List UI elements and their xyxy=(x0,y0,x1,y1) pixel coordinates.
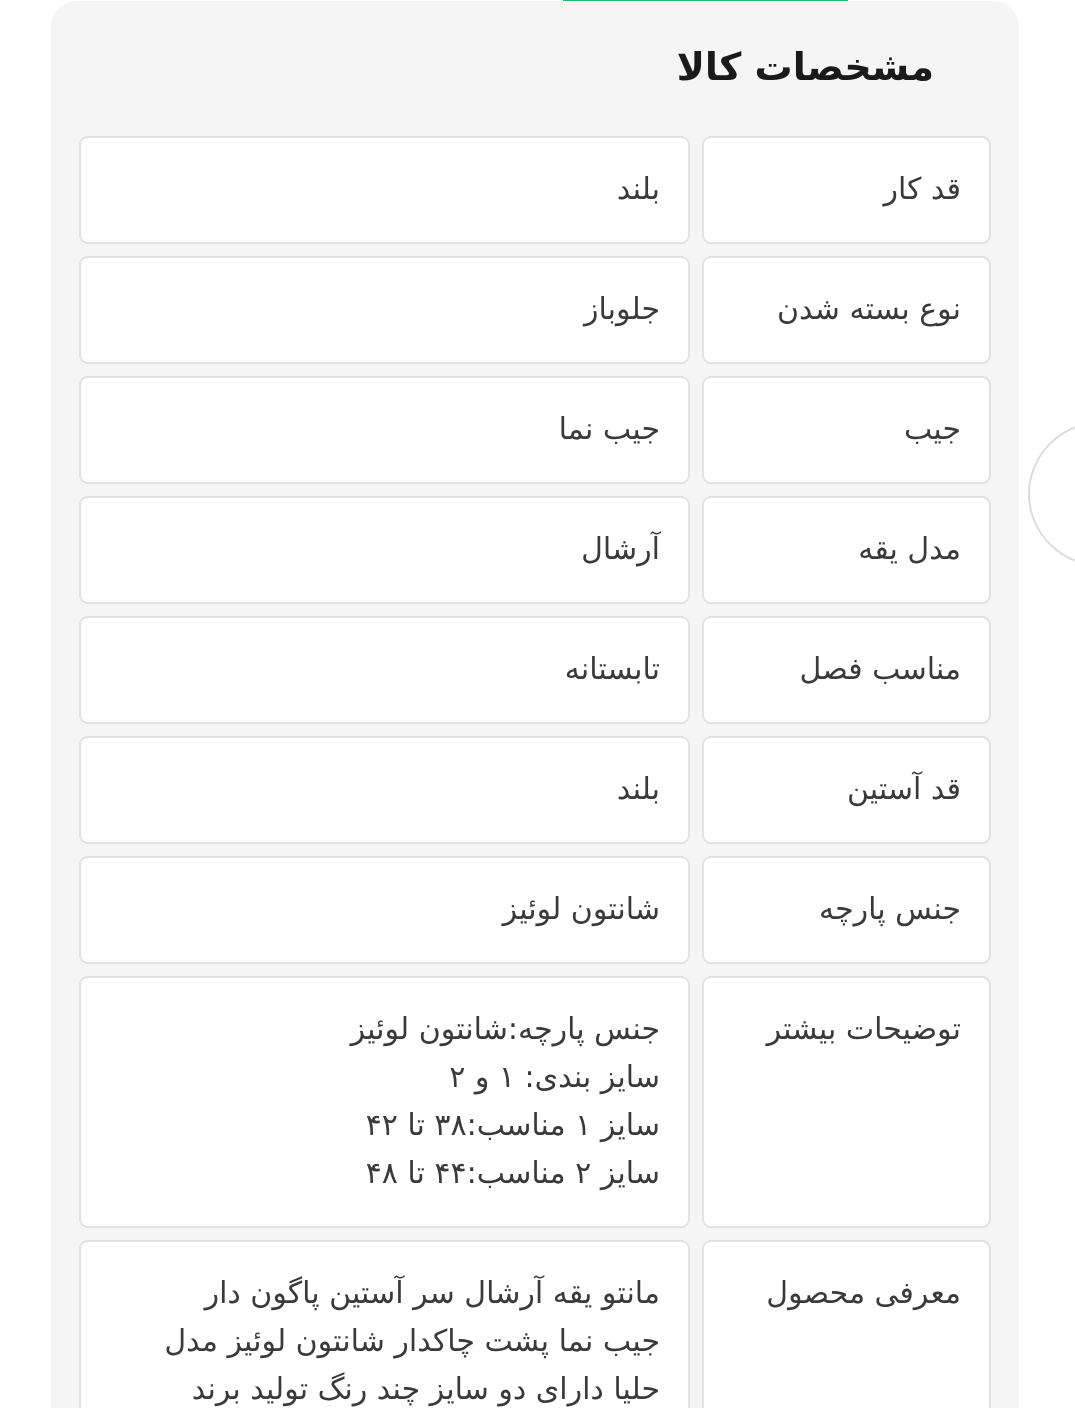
spec-row-closure-type xyxy=(79,256,991,364)
spec-label: مناسب فصل xyxy=(702,616,991,724)
spec-label: معرفی محصول xyxy=(702,1240,991,1408)
spec-value: شانتون لوئیز xyxy=(79,856,690,964)
spec-value: آرشال xyxy=(79,496,690,604)
spec-value: بلند xyxy=(79,736,690,844)
spec-value: جیب نما xyxy=(79,376,690,484)
spec-value: تابستانه xyxy=(79,616,690,724)
spec-row-fabric xyxy=(79,856,991,964)
spec-label: نوع بسته شدن xyxy=(702,256,991,364)
spec-value: جلوباز xyxy=(79,256,690,364)
spec-row-sleeve-length xyxy=(79,736,991,844)
spec-label: جنس پارچه xyxy=(702,856,991,964)
section-title: مشخصات کالا xyxy=(676,45,934,89)
spec-label: قد کار xyxy=(702,136,991,244)
spec-label: قد آستین xyxy=(702,736,991,844)
spec-row-collar xyxy=(79,496,991,604)
spec-label: مدل یقه xyxy=(702,496,991,604)
spec-row-product-intro xyxy=(79,1240,991,1408)
spec-value: بلند xyxy=(79,136,690,244)
spec-row-more-details xyxy=(79,976,991,1228)
spec-value: مانتو یقه آرشال سر آستین پاگون دار جیب نما پشت چاکدار شانتون لوئیز مدل حلیا دارای دو سایز چند رنگ تولید برند xyxy=(79,1240,690,1408)
spec-row-season xyxy=(79,616,991,724)
spec-label: جیب xyxy=(702,376,991,484)
spec-row-pocket xyxy=(79,376,991,484)
spec-row-length xyxy=(79,136,991,244)
spec-label: توضیحات بیشتر xyxy=(702,976,991,1228)
specifications-table xyxy=(79,136,991,1408)
spec-value: جنس پارچه:شانتون لوئیز سایز بندی: ۱ و ۲ سایز ۱ مناسب:۳۸ تا ۴۲ سایز ۲ مناسب:۴۴ تا ۴۸ xyxy=(79,976,690,1228)
floating-side-button[interactable] xyxy=(1028,421,1075,567)
